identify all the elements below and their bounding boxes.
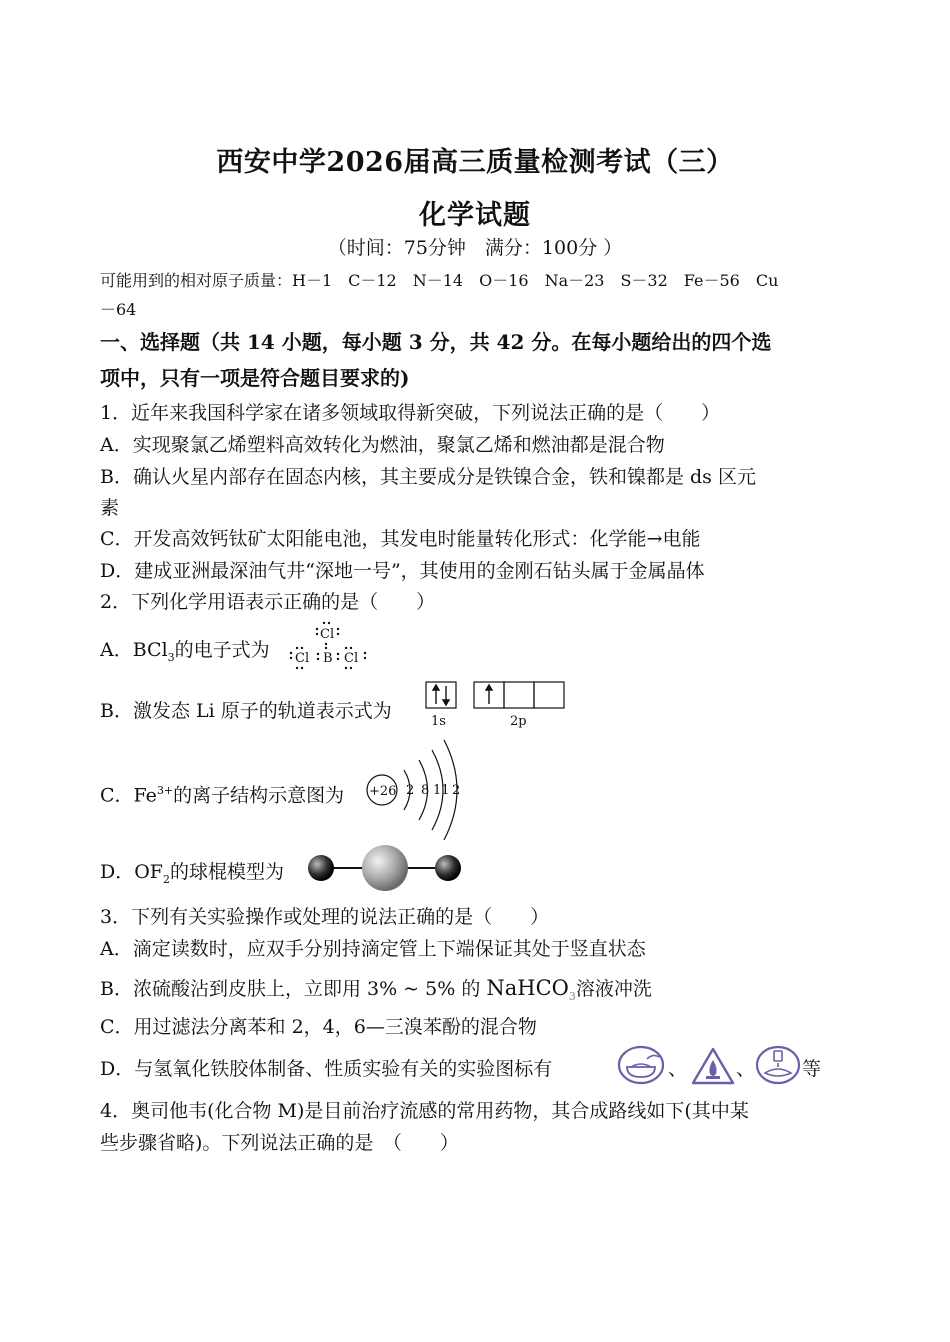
heating-icon [617,1045,665,1085]
q2-d-sub: 2 [163,872,170,886]
time-info: （时间：75分钟 满分：100分 ） [327,237,623,259]
atom-f-right [435,855,461,881]
exam-title: 西安中学2026届高三质量检测考试（三） [216,147,734,178]
q3-option-a: A．滴定读数时，应双手分别持滴定管上下端保证其处于竖直状态 [100,938,646,960]
q1-option-a: A．实现聚氯乙烯塑料高效转化为燃油，聚氯乙烯和燃油都是混合物 [100,434,665,456]
orbital-1s-box [426,682,456,708]
bcl3-cl-right: Cl [344,651,359,666]
q3-d-suffix: 等 [802,1058,822,1080]
orbital-2p-box-3 [534,682,564,708]
q2-c-sup: 3+ [156,784,174,797]
shell-3-count: 11 [433,783,450,798]
q2-a-suffix: 的电子式为 [174,639,270,661]
section-heading-line-2: 项中，只有一项是符合题目要求的) [100,366,410,390]
atom-f-left [308,855,334,881]
q2-option-a [100,636,850,672]
section-heading-line-1: 一、选择题（共 14 小题，每小题 3 分，共 42 分。在每小题给出的四个选 [100,330,772,354]
q3-b-prefix: B．浓硫酸沾到皮肤上，立即用 3% ~ 5% 的 [100,978,487,1000]
flame-warning-icon [690,1046,736,1086]
q2-option-c [100,777,850,809]
nucleus-charge: +26 [369,784,397,799]
q2-a-prefix: A．BCl [100,639,168,661]
bcl3-cl-top: Cl [320,627,335,642]
q3-d-sep2: 、 [736,1058,756,1080]
q2-c-prefix: C．Fe [100,784,157,807]
q1-stem: 1．近年来我国科学家在诸多领域取得新突破，下列说法正确的是（ ） [100,402,721,424]
orbital-2p-box-2 [504,682,534,708]
q2-stem: 2．下列化学用语表示正确的是（ ） [100,591,436,613]
shell-4-count: 2 [452,783,461,798]
q3-b-formula: NaHCO [486,976,569,1000]
q3-b-sub: 3 [568,989,576,1003]
q2-option-d [100,858,850,894]
orbital-label-1s: 1s [431,714,446,729]
fe-ion-structure-diagram [364,738,464,842]
q1-option-c: C．开发高效钙钛矿太阳能电池，其发电时能量转化形式：化学能→电能 [100,528,701,550]
of2-ball-stick-model [305,843,465,893]
li-orbital-diagram [424,680,569,730]
q3-b-suffix: 溶液冲洗 [575,978,652,1000]
q3-d-sep1: 、 [668,1058,688,1080]
q1-option-d: D．建成亚洲最深油气井“深地一号”，其使用的金刚石钻头属于金属晶体 [100,560,705,582]
q2-a-sub: 3 [167,650,175,664]
electron-arrows [433,685,492,705]
shell-2-count: 8 [421,783,430,798]
shell-1-count: 2 [406,783,415,798]
bcl3-electron-diagram [288,618,372,674]
q2-c-suffix: 的离子结构示意图为 [173,784,345,807]
q2-d-prefix: D．OF [100,861,163,883]
subject-title: 化学试题 [419,200,531,231]
q3-stem: 3．下列有关实验操作或处理的说法正确的是（ ） [100,906,550,928]
q3-option-b [100,974,850,1011]
orbital-label-2p: 2p [510,714,527,729]
q2-option-b: B．激发态 Li 原子的轨道表示式为 [100,700,392,722]
q2-d-suffix: 的球棍模型为 [170,861,285,883]
wash-hands-icon [755,1045,801,1085]
q1-option-b: B．确认火星内部存在固态内核，其主要成分是铁镍合金，铁和镍都是 ds 区元 [100,466,756,488]
q1-option-b-cont: 素 [100,497,120,519]
q3-d-prefix: D．与氢氧化铁胶体制备、性质实验有关的实验图标有 [100,1058,553,1080]
bcl3-cl-left: Cl [295,651,310,666]
q4-line-2: 些步骤省略)。下列说法正确的是 （ ） [100,1132,459,1154]
atom-o-center [362,845,408,891]
atomic-mass-line-1: 可能用到的相对原子质量：H－1 C－12 N－14 O－16 Na－23 S－32 Fe－56 Cu [100,271,779,290]
q4-line-1: 4．奥司他韦(化合物 M)是目前治疗流感的常用药物，其合成路线如下(其中某 [100,1100,749,1122]
bcl3-b: B [323,651,333,666]
q3-option-c: C．用过滤法分离苯和 2，4，6—三溴苯酚的混合物 [100,1016,537,1038]
atomic-mass-line-2: －64 [100,300,137,319]
